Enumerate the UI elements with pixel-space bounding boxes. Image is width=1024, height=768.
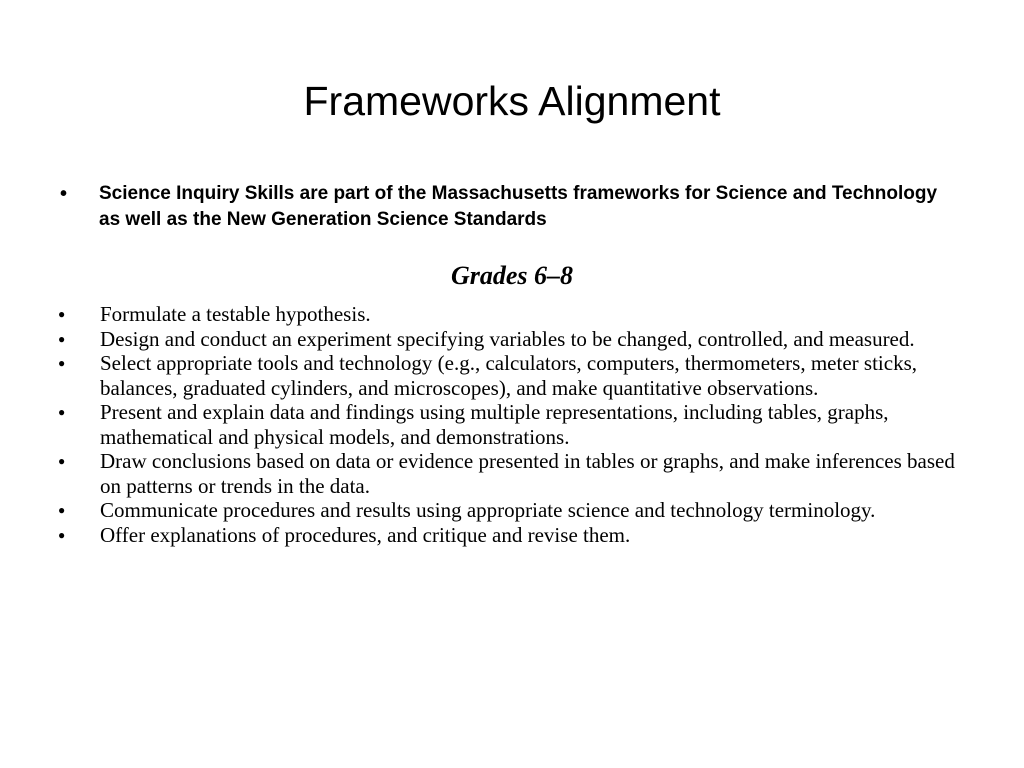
bullet-marker: ●	[58, 503, 66, 517]
bullet-marker: ●	[58, 527, 66, 542]
skill-text: Communicate procedures and results using appropriate science and technology terminology.	[100, 498, 876, 522]
skill-text: Design and conduct an experiment specifying variables to be changed, controlled, and measured.	[100, 326, 915, 351]
bullet-marker: ●	[58, 307, 66, 321]
list-item	[56, 400, 968, 449]
list-item	[56, 327, 968, 352]
list-item	[56, 498, 968, 523]
skill-text: Select appropriate tools and technology (e.g., calculators, computers, thermometers, meter sticks, balances, graduated cylinders, and microscopes), and make quantitative observations.	[100, 351, 917, 400]
list-item	[56, 449, 968, 498]
bullet-marker: ●	[58, 356, 66, 370]
grades-heading: Grades 6–8	[450, 261, 574, 290]
main-bullet	[60, 181, 960, 233]
slide-title: Frameworks Alignment	[303, 78, 721, 124]
main-bullet-text: Science Inquiry Skills are part of the Massachusetts frameworks for Science and Technology as well as the New Generation Science Standards	[99, 183, 938, 230]
bullet-marker: •	[60, 183, 68, 205]
bullet-marker: ●	[58, 331, 66, 346]
list-item	[56, 523, 968, 548]
list-item	[56, 302, 968, 327]
skills-list	[56, 302, 968, 547]
bullet-marker: ●	[58, 405, 66, 419]
skill-text: Present and explain data and findings using multiple representations, including tables, graphs, mathematical and physical models, and demonstrations.	[100, 400, 889, 449]
list-item	[56, 351, 968, 400]
skill-text: Offer explanations of procedures, and critique and revise them.	[100, 522, 631, 547]
skill-text: Draw conclusions based on data or evidence presented in tables or graphs, and make inferences based on patterns or trends in the data.	[100, 449, 955, 498]
skill-text: Formulate a testable hypothesis.	[100, 302, 371, 326]
bullet-marker: ●	[58, 454, 66, 468]
